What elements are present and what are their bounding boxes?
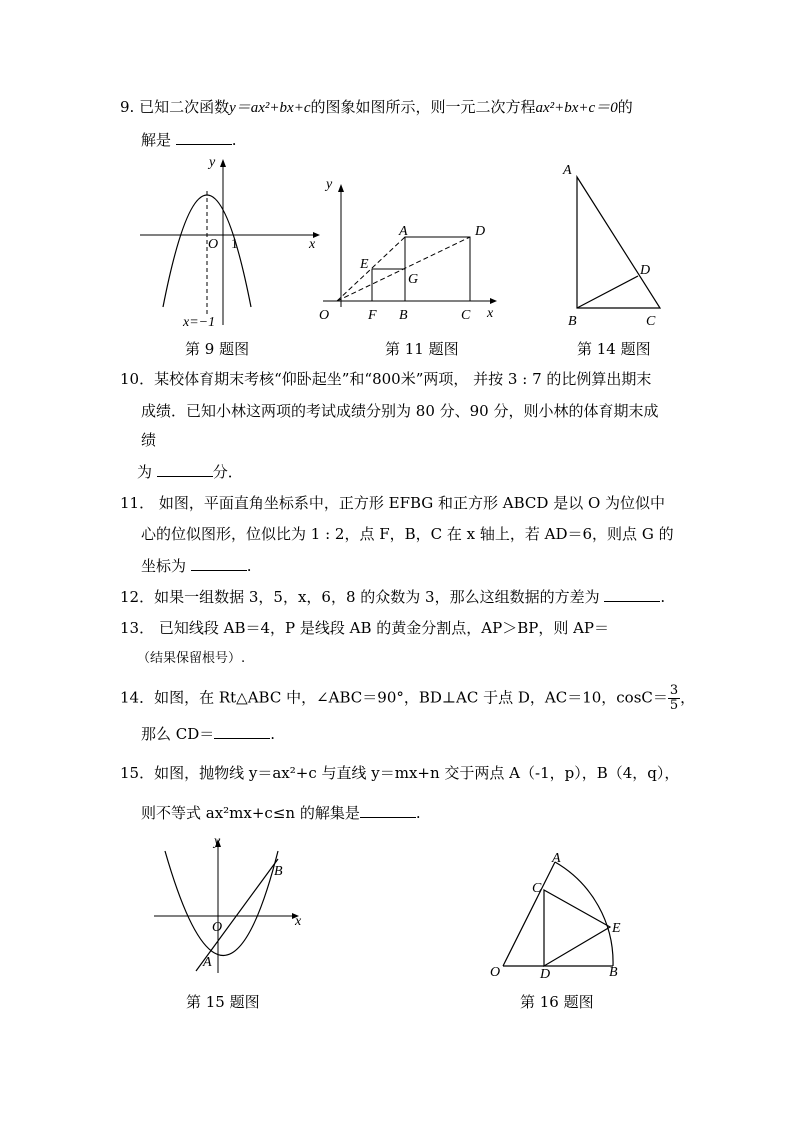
fig14-b-label: B: [568, 314, 577, 329]
fig14-a-label: A: [563, 163, 572, 178]
q9-number: 9.: [120, 98, 135, 116]
fig11-y-label: y: [326, 177, 333, 192]
q9-formula1: y＝ax²+bx+c: [229, 100, 311, 116]
fig16-a-label: A: [552, 851, 561, 866]
q12-text: 12．如果一组数据 3，5，x，6，8 的众数为 3，那么这组数据的方差为: [120, 588, 600, 606]
fig16-e-label: E: [612, 921, 621, 936]
q9-answer-label: 解是: [141, 131, 172, 149]
q10-line3: 绩: [141, 431, 157, 449]
fig9-parabola-figure: [135, 155, 320, 330]
fig11-squares-figure: [315, 172, 505, 322]
fig15-x-label: x: [295, 914, 302, 929]
fig14-d-label: D: [640, 263, 651, 278]
q14-comma: ，: [680, 688, 696, 707]
fig11-c-label: C: [461, 308, 471, 323]
fig15-caption: 第 15 题图: [186, 993, 260, 1011]
q14-period: .: [270, 725, 276, 743]
fig9-origin-label: O: [208, 237, 219, 252]
q9-line2: [141, 130, 237, 150]
q14-answer-label: 那么 CD＝: [141, 725, 215, 743]
fig11-origin-label: O: [319, 308, 330, 323]
fig16-c-label: C: [532, 881, 542, 896]
q10-line1: 10．某校体育期末考核“仰卧起坐”和“800米”两项， 并按 3 : 7 的比例算出期末: [120, 370, 652, 388]
fig11-a-label: A: [399, 224, 408, 239]
q15-answer-label: 则不等式 ax²mx+c≤n 的解集是: [141, 804, 360, 822]
fig16-b-label: B: [609, 965, 618, 980]
q15-answer-blank[interactable]: [360, 803, 416, 818]
fig14-c-label: C: [646, 314, 656, 329]
q11-line2: 心的位似图形，位似比为 1 : 2，点 F，B，C 在 x 轴上，若 AD＝6，则点 G 的: [141, 525, 674, 543]
fig9-x-label: x: [309, 237, 316, 252]
q13-line2: （结果保留根号）.: [137, 651, 246, 666]
fig16-sector-figure: [488, 850, 623, 980]
fig9-y-label: y: [209, 155, 216, 170]
q12-period: .: [660, 588, 666, 606]
fig15-b-label: B: [274, 864, 283, 879]
fig11-b-label: B: [399, 308, 408, 323]
q10-line4: [137, 462, 243, 482]
fig15-origin-label: O: [212, 920, 223, 935]
fig15-parabola-line-figure: [150, 835, 305, 975]
fig16-caption: 第 16 题图: [520, 993, 594, 1011]
q9-period: .: [231, 131, 237, 149]
q14-answer-blank[interactable]: [214, 724, 270, 739]
q15-line1: 15．如图，抛物线 y＝ax²+c 与直线 y＝mx+n 交于两点 A（-1，p），B（4，q），: [120, 764, 680, 782]
q14-frac-denominator: 5: [669, 698, 679, 713]
fig14-triangle-figure: [560, 158, 670, 333]
q14-line1: [120, 684, 695, 713]
q10-answer-blank[interactable]: [157, 462, 213, 477]
q15-period: .: [415, 804, 421, 822]
q9-answer-blank[interactable]: [176, 130, 232, 145]
q15-line2: [141, 803, 421, 823]
fig15-y-label: y: [214, 834, 221, 849]
fig11-x-label: x: [487, 306, 494, 321]
fig11-d-label: D: [475, 224, 486, 239]
q14-frac-numerator: 3: [669, 683, 679, 698]
q11-answer-label: 坐标为: [141, 557, 187, 575]
q13-line1: 13． 已知线段 AB＝4，P 是线段 AB 的黄金分割点，AP＞BP，则 AP＝: [120, 619, 610, 637]
fig15-a-label: A: [203, 955, 212, 970]
fig11-caption: 第 11 题图: [385, 340, 459, 358]
fig9-caption: 第 9 题图: [185, 340, 250, 358]
q12-line: [120, 587, 665, 607]
fig16-d-label: D: [540, 967, 551, 982]
q14-line2: [141, 724, 275, 744]
q11-line1: 11． 如图，平面直角坐标系中，正方形 EFBG 和正方形 ABCD 是以 O 为位似中: [120, 494, 666, 512]
q10-unit: 分．: [212, 463, 243, 481]
q9-text-c: 的: [617, 98, 633, 116]
q11-line3: [141, 556, 252, 576]
fig11-g-label: G: [408, 272, 419, 287]
q11-period: .: [246, 557, 252, 575]
q10-line2: 成绩．已知小林这两项的考试成绩分别为 80 分、90 分，则小林的体育期末成: [141, 402, 659, 420]
fig11-e-label: E: [360, 257, 369, 272]
q10-answer-label: 为: [137, 463, 153, 481]
q9-formula2: ax²+bx+c＝0: [535, 100, 618, 116]
fig9-one-label: 1: [231, 237, 238, 252]
fig11-f-label: F: [368, 308, 377, 323]
q9-text-b: 的图象如图所示，则一元二次方程: [310, 98, 536, 116]
fig14-caption: 第 14 题图: [577, 340, 651, 358]
fig16-o-label: O: [490, 965, 501, 980]
q11-answer-blank[interactable]: [191, 556, 247, 571]
q12-answer-blank[interactable]: [604, 587, 660, 602]
q14-text: 14．如图，在 Rt△ABC 中，∠ABC＝90°，BD⊥AC 于点 D，AC＝10，cosC＝: [120, 688, 668, 707]
fig9-axis-label: x=−1: [183, 315, 216, 330]
q14-fraction: [668, 684, 680, 713]
q9-text-a: 已知二次函数: [139, 98, 230, 116]
q9-line1: [120, 97, 633, 118]
